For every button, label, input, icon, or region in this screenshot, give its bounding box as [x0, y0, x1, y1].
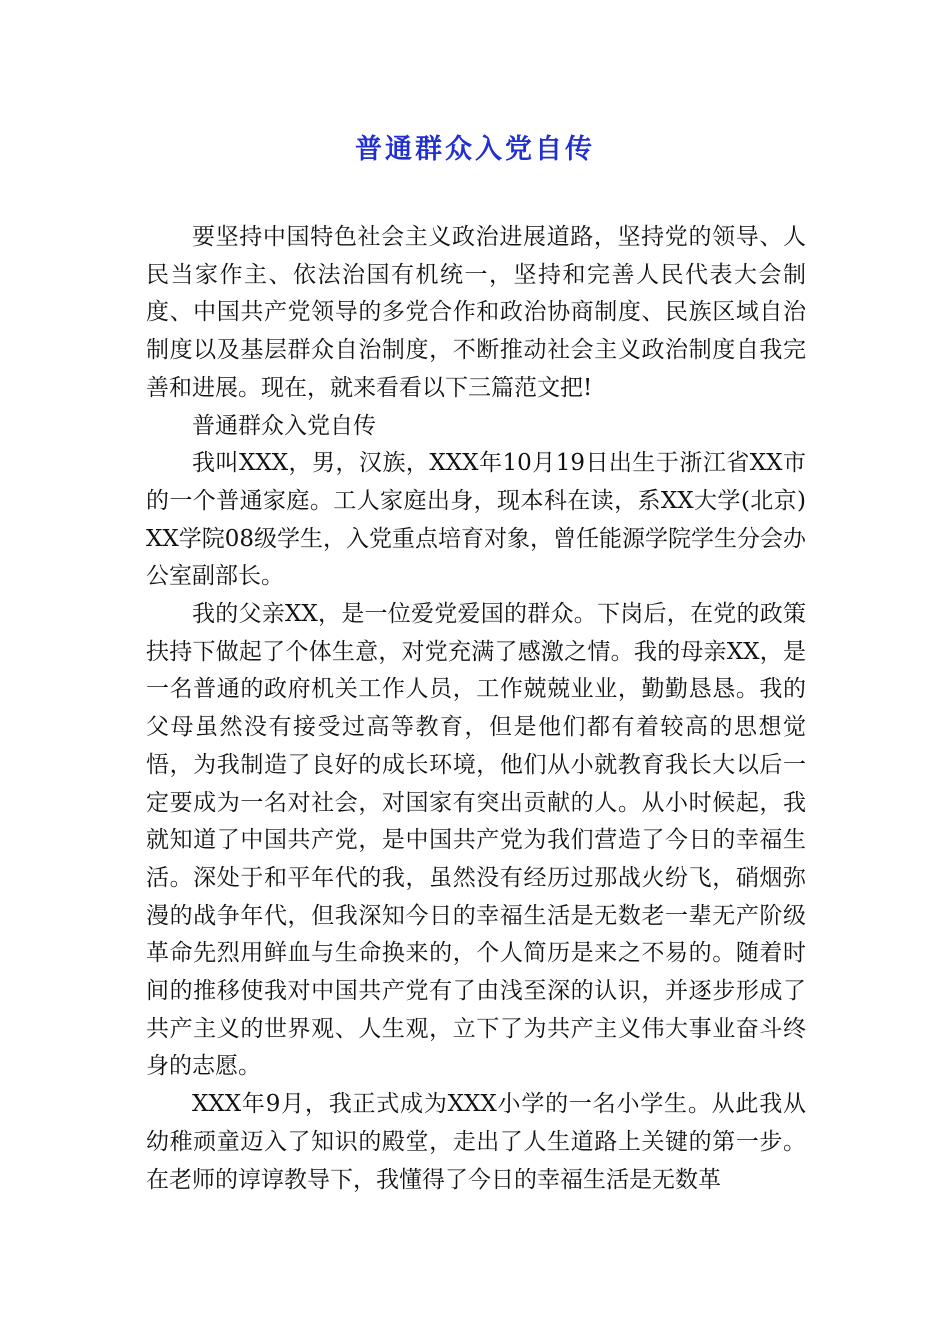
document-body: [146, 219, 806, 1199]
paragraph-intro: 要坚持中国特色社会主义政治进展道路，坚持党的领导、人民当家作主、依法治国有机统一，坚持和完善人民代表大会制度、中国共产党领导的多党合作和政治协商制度、民族区域自治制度以及基层群众自治制度，不断推动社会主义政治制度自我完善和进展。现在，就来看看以下三篇范文把!: [146, 224, 806, 401]
paragraph-primary-school: XXX年9月，我正式成为XXX小学的一名小学生。从此我从幼稚顽童迈入了知识的殿堂，走出了人生道路上关键的第一步。在老师的谆谆教导下，我懂得了今日的幸福生活是无数革: [146, 1091, 806, 1193]
paragraph-subtitle: 普通群众入党自传: [192, 412, 376, 439]
paragraph-self-introduction: 我叫XXX，男，汉族，XXX年10月19日出生于浙江省XX市的一个普通家庭。工人家庭出身，现本科在读，系XX大学(北京)XX学院08级学生，入党重点培育对象，曾任能源学院学生分会办公室副部长。: [146, 450, 807, 590]
document-title: 普通群众入党自传: [355, 134, 595, 165]
paragraph-family: 我的父亲XX，是一位爱党爱国的群众。下岗后，在党的政策扶持下做起了个体生意，对党充满了感激之情。我的母亲XX，是一名普通的政府机关工作人员，工作兢兢业业，勤勤恳恳。我的父母虽然没有接受过高等教育，但是他们都有着较高的思想觉悟，为我制造了良好的成长环境，他们从小就教育我长大以后一定要成为一名对社会，对国家有突出贡献的人。从小时候起，我就知道了中国共产党，是中国共产党为我们营造了今日的幸福生活。深处于和平年代的我，虽然没有经历过那战火纷飞，硝烟弥漫的战争年代，但我深知今日的幸福生活是无数老一辈无产阶级革命先烈用鲜血与生命换来的，个人简历是来之不易的。随着时间的推移使我对中国共产党有了由浅至深的认识，并逐步形成了共产主义的世界观、人生观，立下了为共产主义伟大事业奋斗终身的志愿。: [146, 601, 806, 1080]
